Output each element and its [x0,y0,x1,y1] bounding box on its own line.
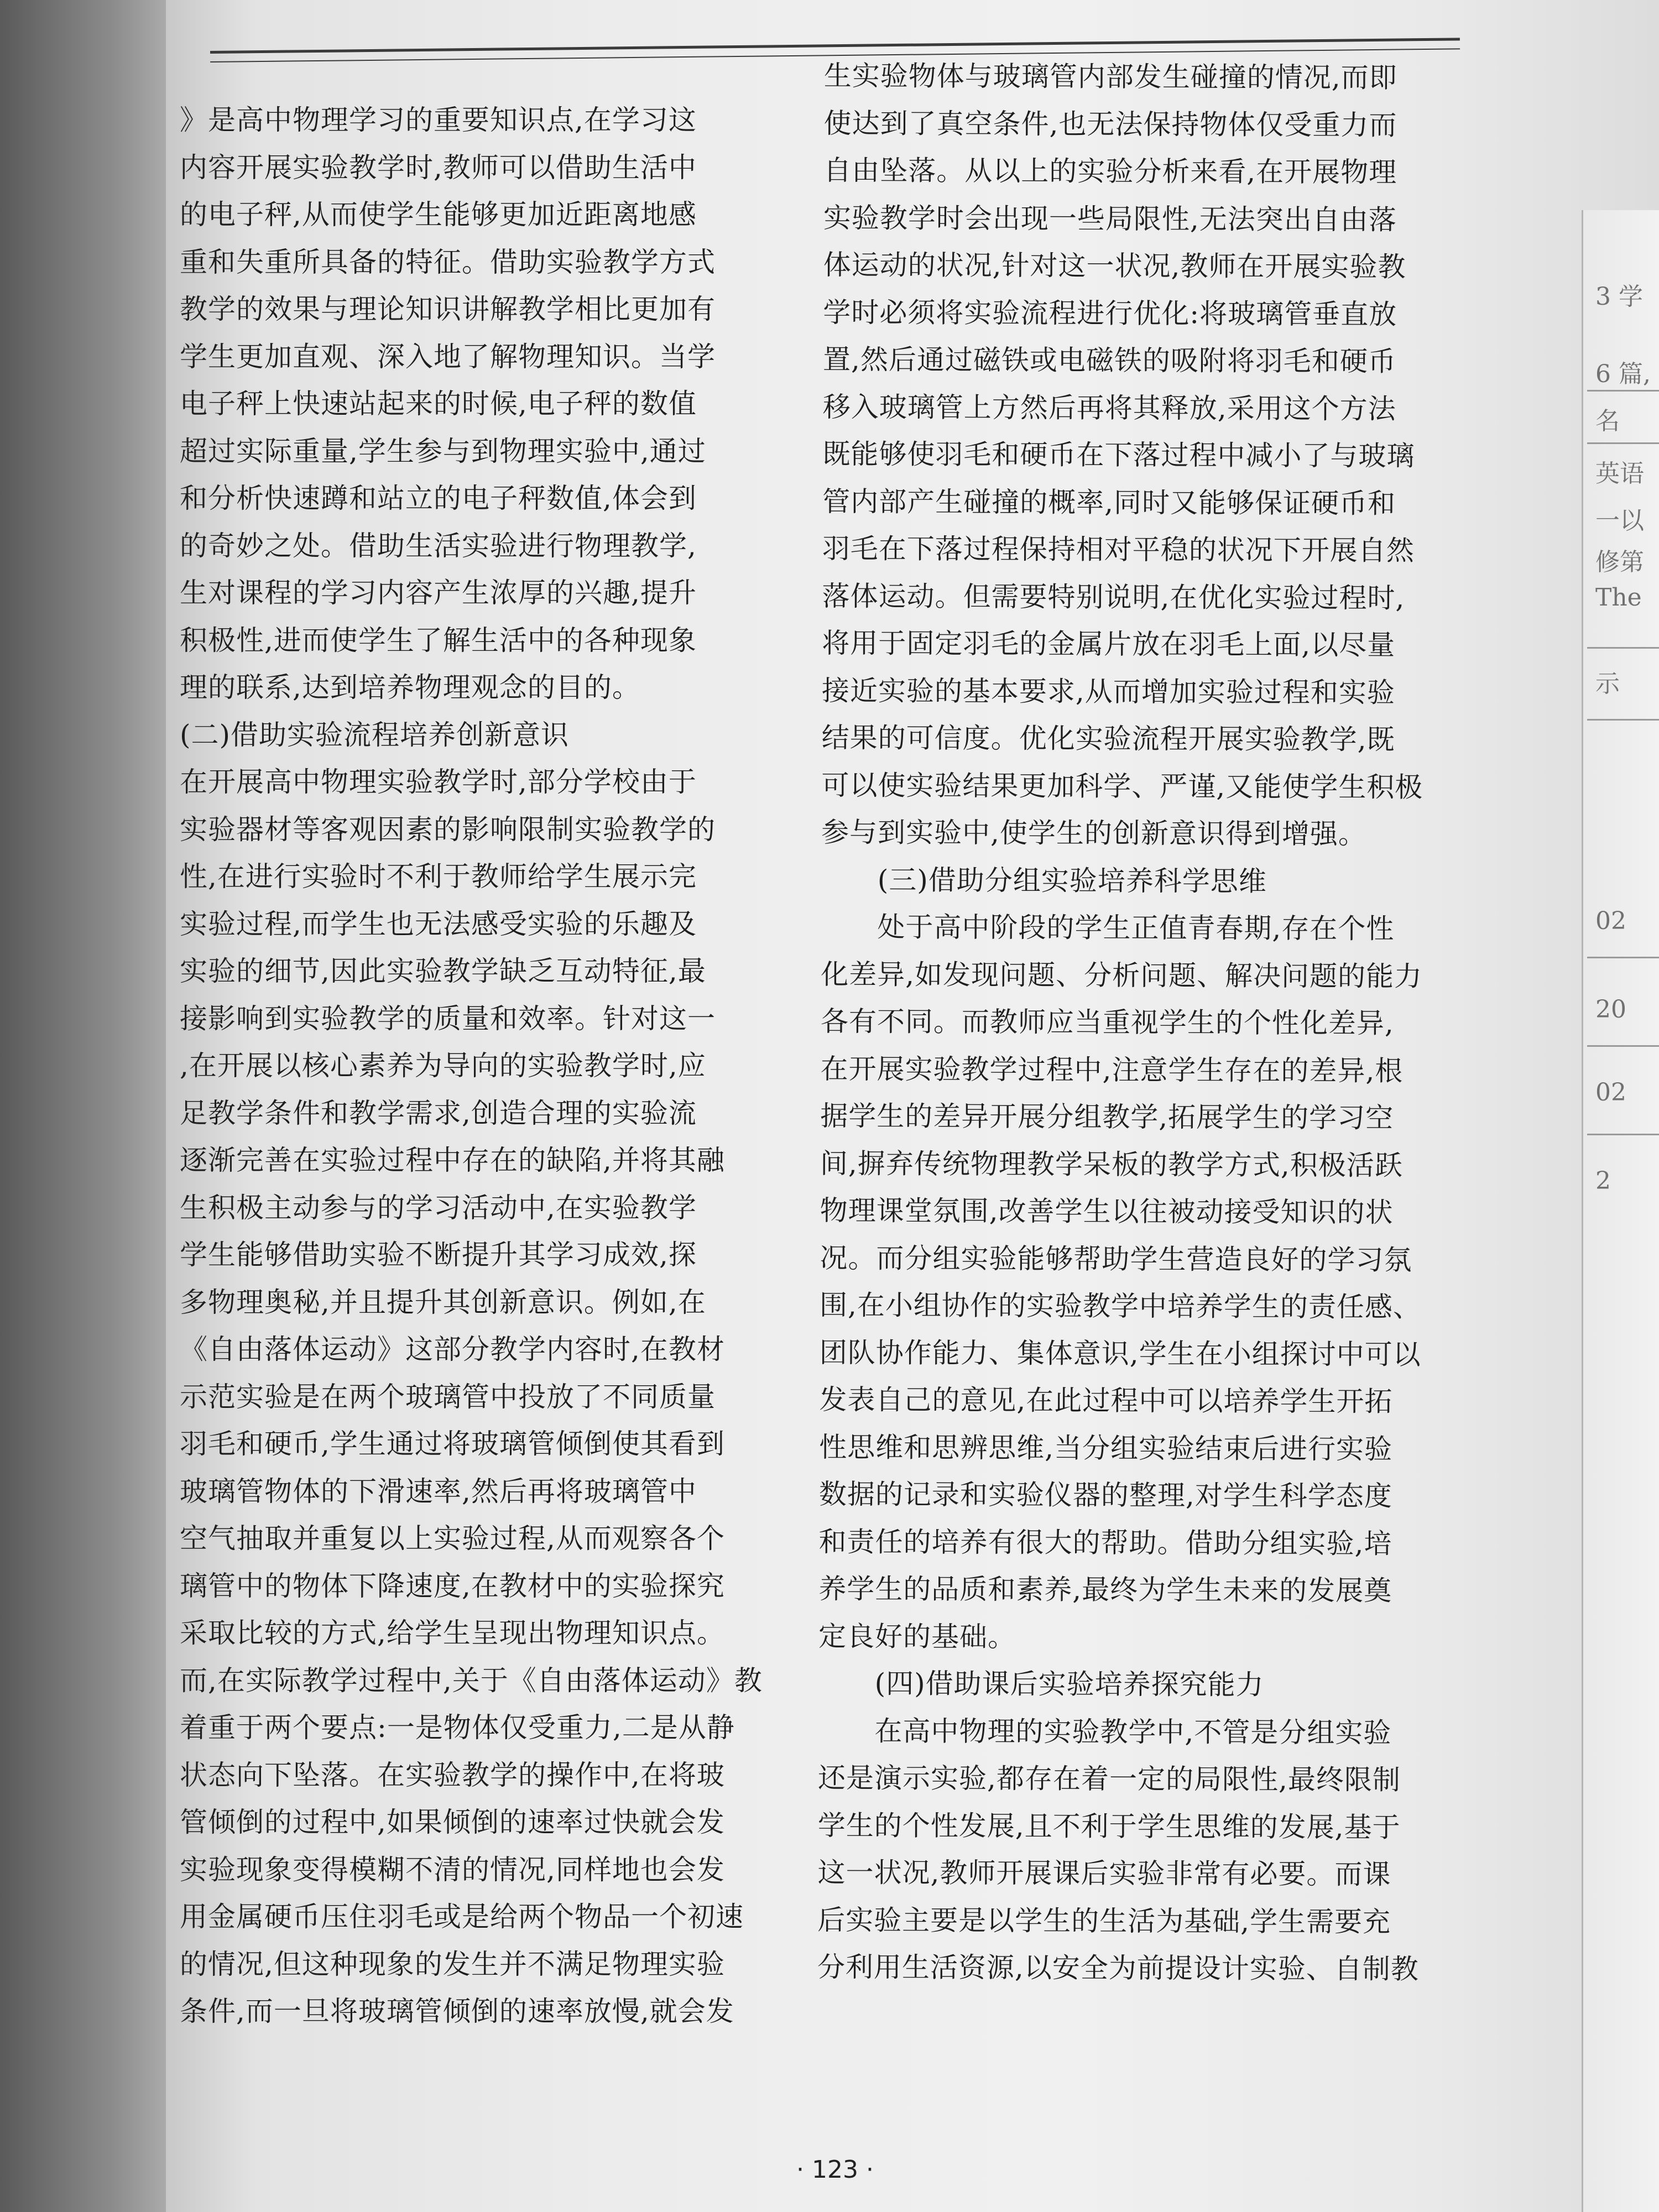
side-fragment: 02 [1595,1078,1626,1107]
side-fragment: 3 学 [1595,283,1643,311]
text-line: 学生的个性发展,且不利于学生思维的发展,基于 [817,1809,1401,1844]
text-line: 后实验主要是以学生的生活为基础,学生需要充 [817,1903,1391,1938]
text-line: 接近实验的基本要求,从而增加实验过程和实验 [821,674,1395,709]
text-line: 生对课程的学习内容产生浓厚的兴趣,提升 [180,577,697,609]
text-line: 学生更加直观、深入地了解物理知识。当学 [180,340,716,373]
text-line: 教学的效果与理论知识讲解教学相比更加有 [180,293,716,325]
text-line: 物理课堂氛围,改善学生以往被动接受知识的状 [820,1194,1394,1229]
text-line: 的情况,但这种现象的发生并不满足物理实验 [180,1948,725,1980]
text-line: 既能够使羽毛和硬币在下落过程中减小了与玻璃 [822,437,1415,472]
side-fragment: 一以 [1595,507,1644,535]
text-line: 羽毛在下落过程保持相对平稳的状况下开展自然 [822,532,1415,567]
side-fragment: 02 [1595,907,1626,935]
text-line: 养学生的品质和素养,最终为学生未来的发展奠 [818,1572,1392,1607]
text-line: 化差异,如发现问题、分析问题、解决问题的能力 [821,958,1423,993]
text-line: 采取比较的方式,给学生呈现出物理知识点。 [180,1617,725,1649]
side-fragment: 示 [1595,670,1620,698]
text-line: 的奇妙之处。借助生活实验进行物理教学, [180,529,697,562]
text-line: 在高中物理的实验教学中,不管是分组实验 [818,1714,1392,1749]
text-line: 超过实际重量,学生参与到物理实验中,通过 [180,435,706,467]
text-line: (三)借助分组实验培养科学思维 [821,863,1267,898]
side-fragment: 名 [1595,407,1620,435]
text-line: 实验现象变得模糊不清的情况,同样地也会发 [180,1853,725,1886]
side-rule [1587,1045,1659,1047]
text-line: 电子秤上快速站起来的时候,电子秤的数值 [180,388,697,420]
text-line: 用金属硬币压住羽毛或是给两个物品一个初速 [180,1901,744,1933]
side-rule [1587,957,1659,958]
text-line: 管内部产生碰撞的概率,同时又能够保证硬币和 [822,485,1396,520]
text-line: 学时必须将实验流程进行优化:将玻璃管垂直放 [823,296,1397,331]
side-fragment: 修第 [1595,548,1644,576]
text-line: 多物理奥秘,并且提升其创新意识。例如,在 [180,1286,706,1318]
text-line: 》是高中物理学习的重要知识点,在学习这 [180,104,697,136]
text-line: 围,在小组协作的实验教学中培养学生的责任感、 [819,1288,1422,1323]
text-line: 状态向下坠落。在实验教学的操作中,在将玻 [180,1759,725,1791]
text-line: 生积极主动参与的学习活动中,在实验教学 [180,1191,697,1224]
text-line: 在开展高中物理实验教学时,部分学校由于 [180,766,697,798]
text-line: ,在开展以核心素养为导向的实验教学时,应 [180,1050,706,1082]
text-line: 这一状况,教师开展课后实验非常有必要。而课 [817,1856,1391,1891]
side-fragment: 20 [1595,995,1626,1024]
text-line: 接影响到实验教学的质量和效率。针对这一 [180,1002,716,1035]
side-fragment: 2 [1595,1167,1611,1195]
text-line: 性思维和思辨思维,当分组实验结束后进行实验 [819,1431,1393,1465]
text-line: 性,在进行实验时不利于教师给学生展示完 [180,860,697,893]
text-line: 《自由落体运动》这部分教学内容时,在教材 [180,1333,725,1365]
text-line: 结果的可信度。优化实验流程开展实验教学,既 [821,721,1395,756]
text-line: 使达到了真空条件,也无法保持物体仅受重力而 [823,107,1397,142]
left-text-column [180,97,782,2036]
text-line: 还是演示实验,都存在着一定的局限性,最终限制 [818,1761,1401,1796]
text-line: 各有不同。而教师应当重视学生的个性化差异, [820,1005,1394,1040]
text-line: 将用于固定羽毛的金属片放在羽毛上面,以尽量 [822,627,1396,661]
text-line: 积极性,进而使学生了解生活中的各种现象 [180,624,697,656]
text-line: 实验的细节,因此实验教学缺乏互动特征,最 [180,955,706,987]
text-line: 置,然后通过磁铁或电磁铁的吸附将羽毛和硬币 [822,343,1397,378]
text-line: 定良好的基础。 [818,1620,1016,1653]
side-rule [1587,1134,1659,1135]
side-fragment: 6 篇, [1595,360,1651,388]
text-line: 璃管中的物体下降速度,在教材中的实验探究 [180,1569,725,1602]
side-rule [1587,647,1659,649]
text-line: 生实验物体与玻璃管内部发生碰撞的情况,而即 [823,59,1397,94]
text-line: 玻璃管物体的下滑速率,然后再将玻璃管中 [180,1475,697,1507]
text-line: 团队协作能力、集体意识,学生在小组探讨中可以 [819,1336,1421,1371]
text-line: 逐渐完善在实验过程中存在的缺陷,并将其融 [180,1144,725,1176]
text-line: 重和失重所具备的特征。借助实验教学方式 [180,246,716,278]
text-line: 羽毛和硬币,学生通过将玻璃管倾倒使其看到 [180,1428,725,1460]
text-line: 间,摒弃传统物理教学呆板的教学方式,积极活跃 [820,1147,1403,1182]
text-line: 的电子秤,从而使学生能够更加近距离地感 [180,199,697,231]
text-line: 而,在实际教学过程中,关于《自由落体运动》教 [180,1664,763,1697]
text-line: 实验教学时会出现一些局限性,无法突出自由落 [823,201,1397,236]
table-background [0,0,188,2212]
side-fragment: The [1595,583,1642,612]
text-line: (四)借助课后实验培养探究能力 [818,1667,1264,1701]
text-line: 示范实验是在两个玻璃管中投放了不同质量 [180,1380,716,1413]
text-line: 在开展实验教学过程中,注意学生存在的差异,根 [820,1052,1404,1087]
text-line: 据学生的差异开展分组教学,拓展学生的学习空 [820,1099,1394,1134]
text-line: 自由坠落。从以上的实验分析来看,在开展物理 [823,154,1397,189]
text-line: (二)借助实验流程培养创新意识 [180,718,570,751]
text-line: 空气抽取并重复以上实验过程,从而观察各个 [180,1522,725,1554]
text-line: 着重于两个要点:一是物体仅受重力,二是从静 [180,1712,735,1744]
text-line: 况。而分组实验能够帮助学生营造良好的学习氛 [820,1241,1412,1276]
text-line: 足教学条件和教学需求,创造合理的实验流 [180,1097,697,1129]
text-line: 移入玻璃管上方然后再将其释放,采用这个方法 [822,390,1396,425]
text-line: 发表自己的意见,在此过程中可以培养学生开拓 [819,1383,1393,1418]
text-line: 数据的记录和实验仪器的整理,对学生科学态度 [818,1478,1392,1512]
side-rule [1587,390,1659,392]
text-line: 和责任的培养有很大的帮助。借助分组实验,培 [818,1525,1392,1560]
text-line: 实验器材等客观因素的影响限制实验教学的 [180,813,716,846]
text-line: 学生能够借助实验不断提升其学习成效,探 [180,1239,697,1271]
text-line: 和分析快速蹲和站立的电子秤数值,体会到 [180,482,697,514]
side-rule [1587,719,1659,721]
text-line: 管倾倒的过程中,如果倾倒的速率过快就会发 [180,1806,725,1838]
text-line: 落体运动。但需要特别说明,在优化实验过程时, [822,580,1405,614]
text-line: 理的联系,达到培养物理观念的目的。 [180,671,640,703]
text-line: 实验过程,而学生也无法感受实验的乐趣及 [180,907,697,940]
side-rule [1587,442,1659,444]
text-line: 体运动的状况,针对这一状况,教师在开展实验教 [823,248,1406,283]
text-line: 处于高中阶段的学生正值青春期,存在个性 [821,910,1395,945]
text-line: 内容开展实验教学时,教师可以借助生活中 [180,151,697,184]
text-line: 可以使实验结果更加科学、严谨,又能使学生积极 [821,769,1423,804]
right-text-column [817,53,1557,1994]
text-line: 参与到实验中,使学生的创新意识得到增强。 [821,816,1367,851]
side-fragment: 英语 [1595,460,1644,488]
text-line: 条件,而一旦将玻璃管倾倒的速率放慢,就会发 [180,1995,734,2027]
page-number: · 123 · [796,2156,874,2184]
text-line: 分利用生活资源,以安全为前提设计实验、自制教 [817,1950,1419,1985]
